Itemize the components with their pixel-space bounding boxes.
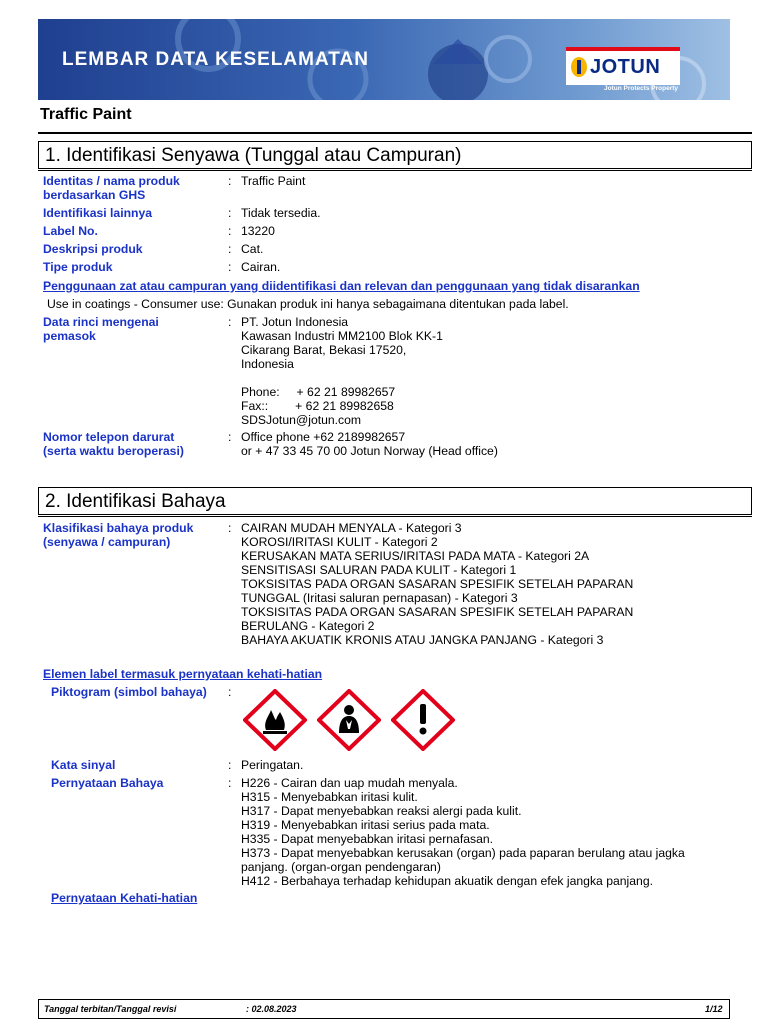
health-hazard-icon [317, 689, 381, 751]
colon: : [228, 776, 232, 790]
field-value-emergency-phone: Office phone +62 2189982657 or + 47 33 45 70 00 Jotun Norway (Head office) [241, 430, 498, 458]
field-value-hazard-classification: CAIRAN MUDAH MENYALA - Kategori 3 KOROSI/IRITASI KULIT - Kategori 2 KERUSAKAN MATA SERIUS/IRITASI PADA MATA - Kategori 2A SENSITISASI SALURAN PADA KULIT - Kategori 1 TOKSISITAS PADA ORGAN SASARAN SPESIFIK SETELAH PAPARAN TUNGGAL (Iritasi saluran pernapasan) - Kategori 3 TOKSISITAS PADA ORGAN SASARAN SPESIFIK SETELAH PAPARAN BERULANG - Kategori 2 BAHAYA AKUATIK KRONIS ATAU JANGKA PANJANG - Kategori 3 [241, 521, 634, 647]
field-label-label-no: Label No. [43, 224, 98, 238]
field-label-product-identity: Identitas / nama produk berdasarkan GHS [43, 174, 180, 202]
section-1-rule [38, 170, 752, 171]
flame-icon [243, 689, 307, 751]
colon: : [228, 206, 232, 220]
field-label-other-identification: Identifikasi lainnya [43, 206, 153, 220]
field-label-supplier: Data rinci mengenai pemasok [43, 315, 159, 343]
field-value-hazard-statements: H226 - Cairan dan uap mudah menyala. H315 - Menyebabkan iritasi kulit. H317 - Dapat menyebabkan reaksi alergi pada kulit. H319 - Menyebabkan iritasi serius pada mata. H335 - Dapat menyebabkan iritasi pernafasan. H373 - Dapat menyebabkan kerusakan (organ) pada paparan berulang atau jagka panjang. (organ-organ pendengaran) H412 - Berbahaya terhadap kehidupan akuatik dengan efek jangka panjang. [241, 776, 685, 888]
field-label-product-type: Tipe produk [43, 260, 113, 274]
footer-date-value: : 02.08.2023 [246, 1004, 297, 1014]
colon: : [228, 521, 232, 535]
document-type-title: LEMBAR DATA KESELAMATAN [62, 49, 369, 70]
colon: : [228, 174, 232, 188]
colon: : [228, 260, 232, 274]
colon: : [228, 758, 232, 772]
logo-tagline: Jotun Protects Property [604, 85, 679, 92]
field-value-product-description: Cat. [241, 242, 264, 256]
header-divider [38, 132, 752, 134]
field-value-product-type: Cairan. [241, 260, 281, 274]
usage-heading: Penggunaan zat atau campuran yang diidentifikasi dan relevan dan penggunaan yang tidak disarankan [43, 279, 640, 293]
field-label-product-description: Deskripsi produk [43, 242, 143, 256]
section-2-rule [38, 516, 752, 517]
field-label-hazard-statements: Pernyataan Bahaya [51, 776, 164, 790]
precautionary-statements-heading: Pernyataan Kehati-hatian [51, 891, 198, 905]
colon: : [228, 315, 232, 329]
exclamation-mark-icon [391, 689, 455, 751]
usage-text: Use in coatings - Consumer use: Gunakan produk ini hanya sebagaimana ditentukan pada label. [47, 297, 569, 311]
logo-text: JOTUN [590, 56, 661, 78]
field-value-supplier: PT. Jotun Indonesia Kawasan Industri MM2100 Blok KK-1 Cikarang Barat, Bekasi 17520, Indonesia Phone: + 62 21 89982657 Fax:: + 62 21 89982658 SDSJotun@jotun.com [241, 315, 443, 427]
field-label-pictogram: Piktogram (simbol bahaya) [51, 685, 207, 699]
jotun-whale-icon [570, 56, 588, 78]
product-name: Traffic Paint [40, 106, 132, 123]
footer-page-number: 1/12 [705, 1004, 723, 1014]
field-label-emergency-phone: Nomor telepon darurat (serta waktu beroperasi) [43, 430, 184, 458]
section-2-header [38, 487, 752, 515]
section-1-title: 1. Identifikasi Senyawa (Tunggal atau Campuran) [45, 145, 462, 166]
section-2-title: 2. Identifikasi Bahaya [45, 491, 226, 512]
field-label-hazard-classification: Klasifikasi bahaya produk (senyawa / campuran) [43, 521, 194, 549]
field-value-other-identification: Tidak tersedia. [241, 206, 321, 220]
colon: : [228, 224, 232, 238]
colon: : [228, 685, 232, 699]
colon: : [228, 242, 232, 256]
header-banner [38, 19, 730, 100]
colon: : [228, 430, 232, 444]
field-label-signal-word: Kata sinyal [51, 758, 116, 772]
field-value-product-identity: Traffic Paint [241, 174, 306, 188]
field-value-label-no: 13220 [241, 224, 275, 238]
section-1-header [38, 141, 752, 169]
footer-date-label: Tanggal terbitan/Tanggal revisi [44, 1004, 177, 1014]
field-value-signal-word: Peringatan. [241, 758, 304, 772]
label-elements-heading: Elemen label termasuk pernyataan kehati-hatian [43, 667, 323, 681]
jotun-logo [566, 47, 680, 85]
